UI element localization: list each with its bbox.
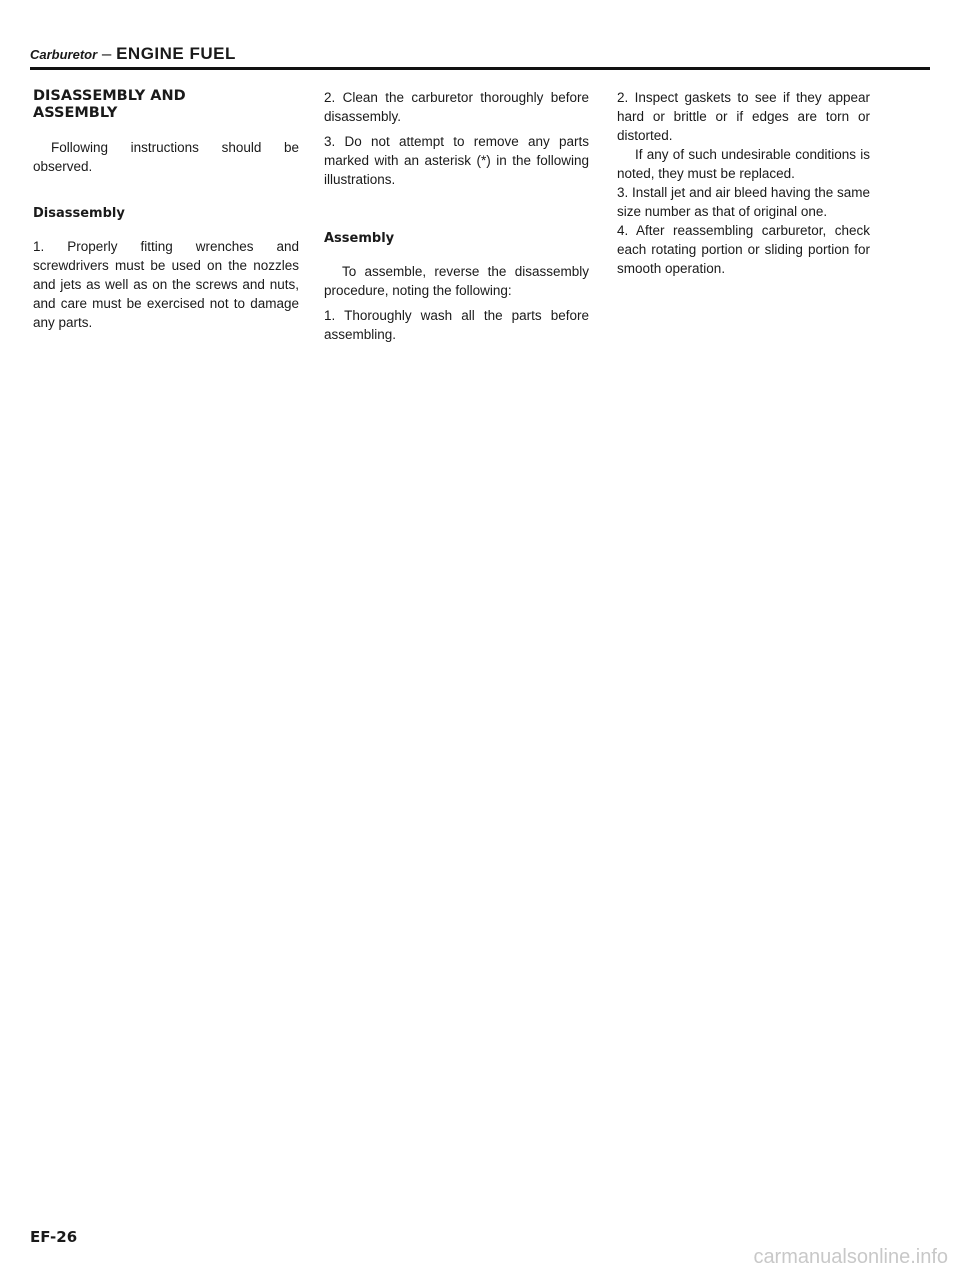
- disassembly-item-2: 2. Clean the carburetor thoroughly before disassembly.: [324, 90, 589, 124]
- header-rule: [30, 67, 930, 70]
- assembly-item-3: 3. Install jet and air bleed having the same size number as that of original one.: [617, 185, 870, 219]
- watermark: carmanualsonline.info: [753, 1246, 948, 1268]
- page-header: [30, 44, 236, 64]
- page-number: EF-26: [30, 1228, 78, 1246]
- main-heading: [33, 88, 299, 122]
- assembly-heading: Assembly: [324, 231, 395, 246]
- column-2: [324, 88, 589, 344]
- column-3: [617, 88, 870, 278]
- header-separator: –: [97, 44, 117, 63]
- disassembly-item-3: 3. Do not attempt to remove any parts marked with an asterisk (*) in the following illustrations.: [324, 134, 589, 187]
- disassembly-heading: Disassembly: [33, 206, 125, 221]
- assembly-item-1: 1. Thoroughly wash all the parts before assembling.: [324, 308, 589, 342]
- intro-paragraph: Following instructions should be observed.: [33, 140, 299, 174]
- assembly-item-2: 2. Inspect gaskets to see if they appear hard or brittle or if edges are torn or distorted.: [617, 90, 870, 143]
- column-1: [33, 88, 299, 332]
- assembly-item-4: 4. After reassembling carburetor, check each rotating portion or sliding portion for smooth operation.: [617, 223, 870, 276]
- assembly-item-2-continued: If any of such undesirable conditions is noted, they must be replaced.: [617, 147, 870, 181]
- header-chapter: ENGINE FUEL: [116, 44, 236, 63]
- assembly-intro: To assemble, reverse the disassembly procedure, noting the following:: [324, 264, 589, 298]
- disassembly-item-1: 1. Properly fitting wrenches and screwdrivers must be used on the nozzles and jets as well as on the screws and nuts, and care must be exercised not to damage any parts.: [33, 239, 299, 330]
- main-heading-line-2: ASSEMBLY: [33, 105, 118, 121]
- main-heading-line-1: DISASSEMBLY AND: [33, 88, 186, 104]
- header-section: Carburetor: [30, 47, 98, 62]
